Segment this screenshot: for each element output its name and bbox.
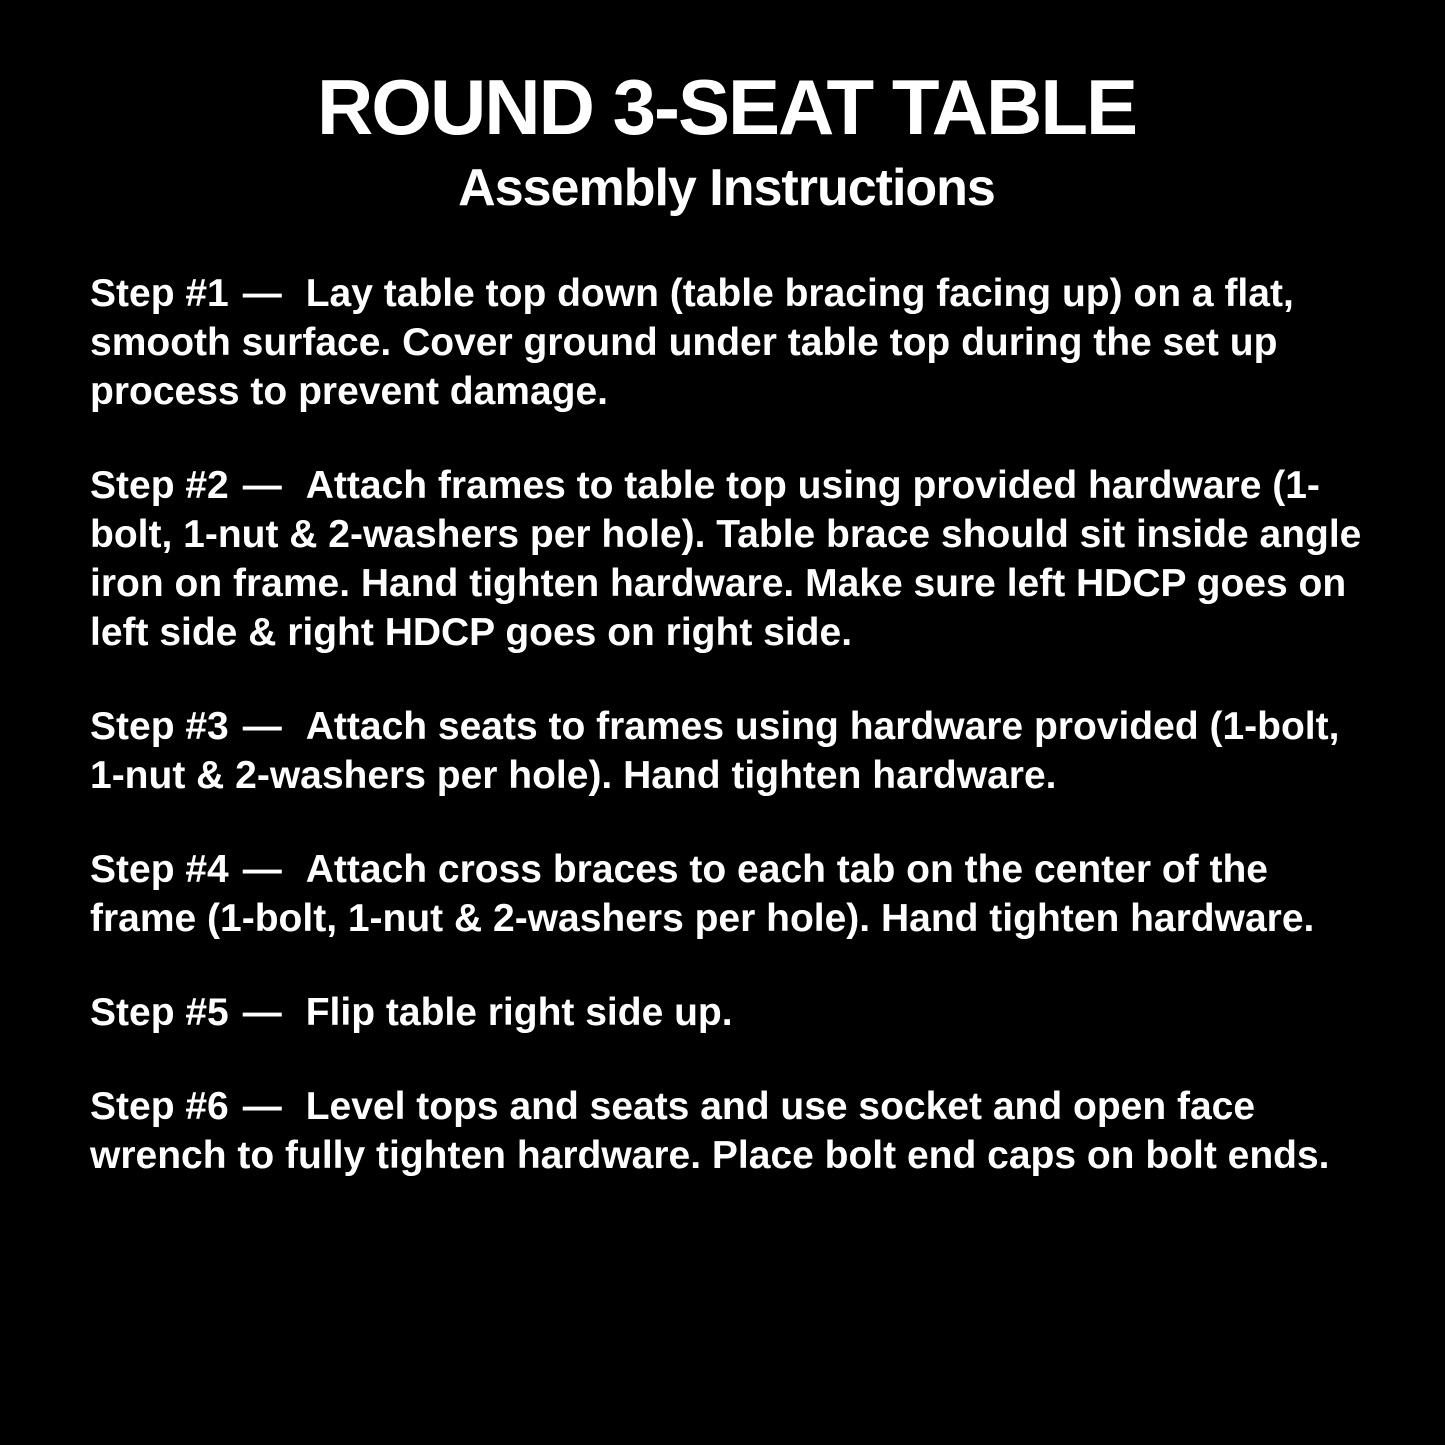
step-6-separator: —: [242, 1085, 282, 1129]
step-2-text: Attach frames to table top using provided hardware (1-bolt, 1-nut & 2-washers per hole). Table brace should sit inside angle iron on frame. Hand tighten hardware. Make sure left HDCP goes on left side & right HDCP goes on right side.: [90, 464, 1362, 655]
step-1-paragraph: [90, 269, 1363, 416]
header: [90, 64, 1363, 219]
step-6-paragraph: [90, 1082, 1363, 1180]
step-6-label: Step #6: [90, 1085, 229, 1129]
step-5-paragraph: [90, 988, 1363, 1037]
step-1-label: Step #1: [90, 272, 229, 316]
step-5-separator: —: [242, 991, 282, 1035]
step-5-text: Flip table right side up.: [305, 991, 733, 1035]
page-title: ROUND 3-SEAT TABLE: [316, 63, 1137, 151]
step-3-text: Attach seats to frames using hardware provided (1-bolt, 1-nut & 2-washers per hole). Hand tighten hardware.: [90, 705, 1340, 798]
step-3-label: Step #3: [90, 705, 229, 749]
step-6-text: Level tops and seats and use socket and open face wrench to fully tighten hardware. Place bolt end caps on bolt ends.: [90, 1085, 1330, 1178]
step-4-paragraph: [90, 845, 1363, 943]
step-2-separator: —: [242, 464, 282, 508]
step-3-separator: —: [242, 705, 282, 749]
step-4-text: Attach cross braces to each tab on the center of the frame (1-bolt, 1-nut & 2-washers per hole). Hand tighten hardware.: [90, 848, 1315, 941]
steps-list: [90, 269, 1363, 1180]
step-2-paragraph: [90, 461, 1363, 657]
step-4-separator: —: [242, 848, 282, 892]
step-1-separator: —: [242, 272, 282, 316]
step-3-paragraph: [90, 702, 1363, 800]
step-2-label: Step #2: [90, 464, 229, 508]
step-1-text: Lay table top down (table bracing facing up) on a flat, smooth surface. Cover ground under table top during the set up process to prevent damage.: [90, 272, 1294, 414]
step-5-label: Step #5: [90, 991, 229, 1035]
page-subtitle: Assembly Instructions: [458, 159, 995, 218]
step-4-label: Step #4: [90, 848, 229, 892]
